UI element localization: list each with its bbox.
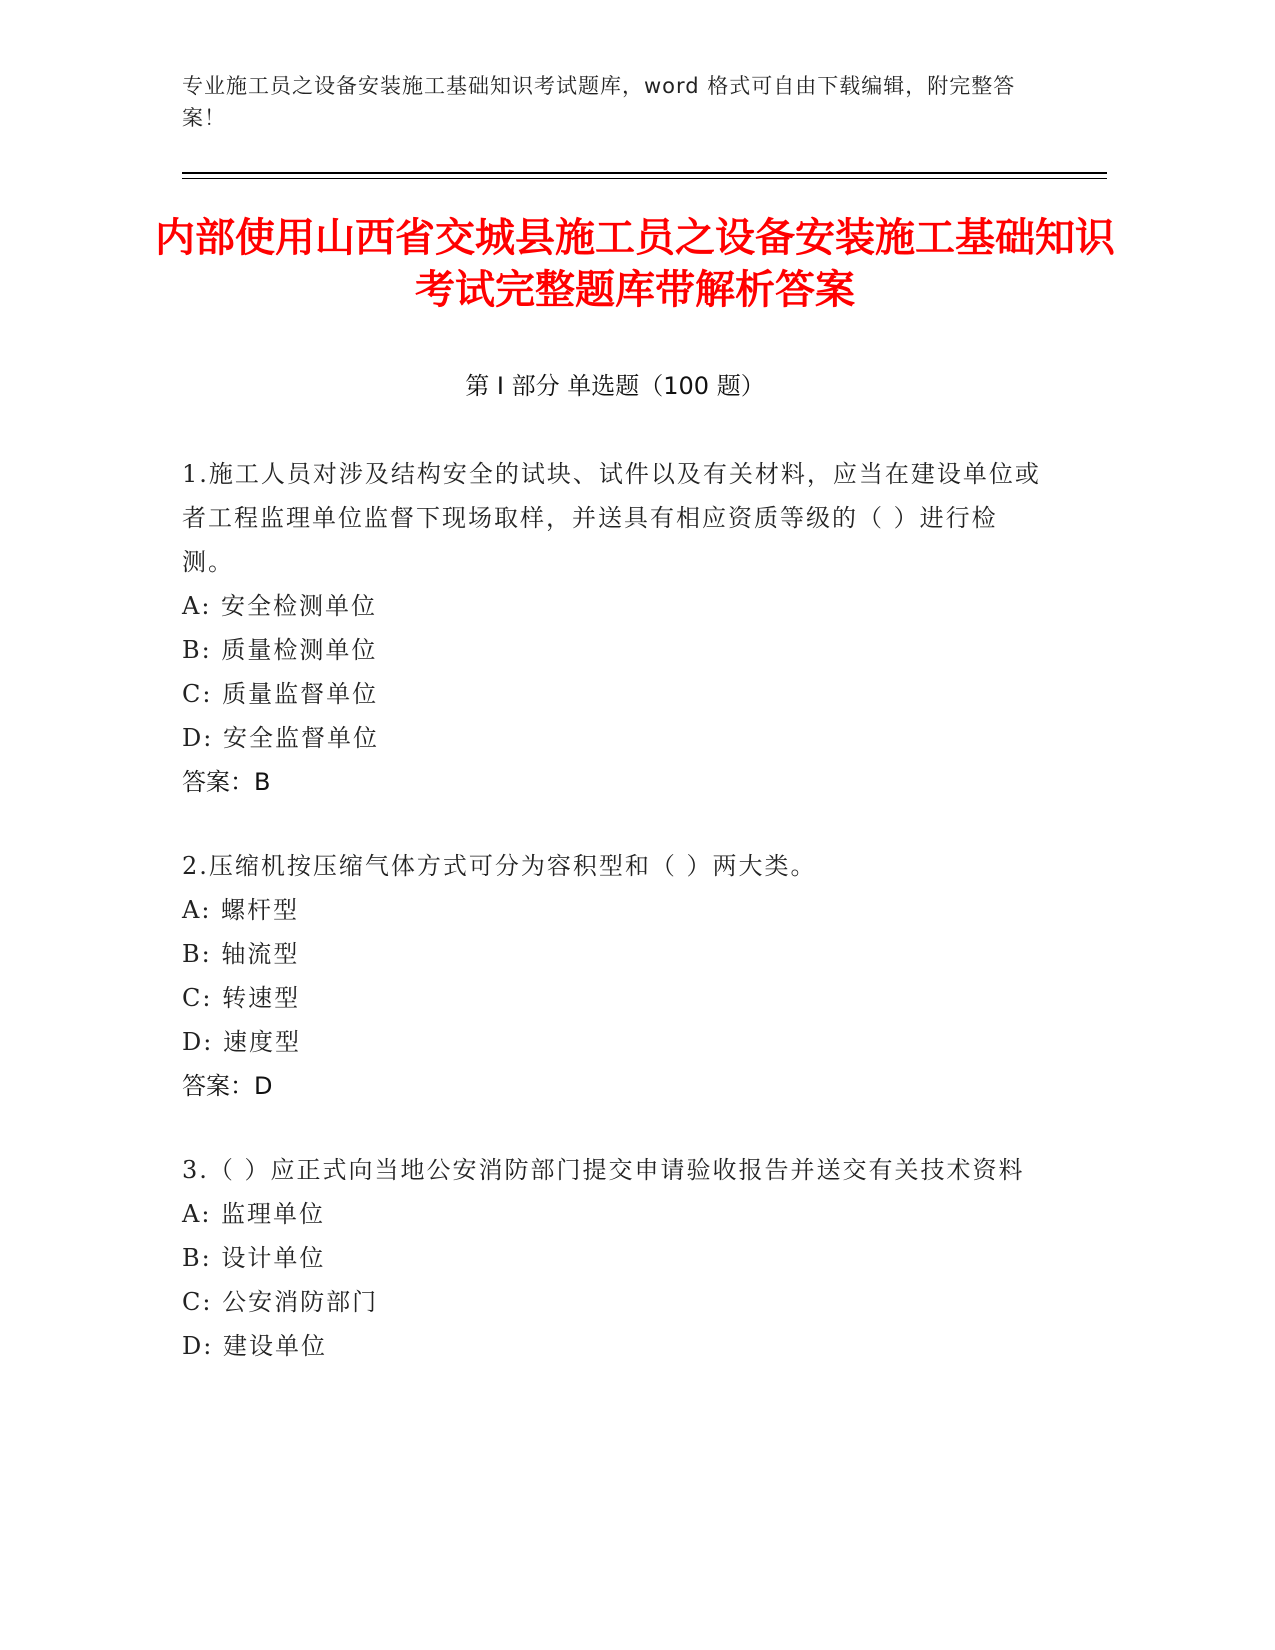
question-2 bbox=[182, 844, 1042, 1108]
question-3 bbox=[182, 1148, 1042, 1368]
question-stem: 2.压缩机按压缩气体方式可分为容积型和（ ）两大类。 bbox=[182, 852, 817, 880]
option-c: C: 转速型 bbox=[182, 984, 301, 1012]
option-d: D: 速度型 bbox=[182, 1028, 301, 1056]
option-d: D: 建设单位 bbox=[182, 1332, 327, 1360]
option-c: C: 质量监督单位 bbox=[182, 680, 379, 708]
answer-line: 答案：B bbox=[182, 768, 271, 796]
option-a: A: 螺杆型 bbox=[182, 896, 300, 924]
question-stem: 1.施工人员对涉及结构安全的试块、试件以及有关材料，应当在建设单位或者工程监理单位监督下现场取样，并送具有相应资质等级的（ ）进行检测。 bbox=[182, 460, 1041, 576]
answer-line: 答案：D bbox=[182, 1072, 273, 1100]
option-b: B: 轴流型 bbox=[182, 940, 300, 968]
header-note: 专业施工员之设备安装施工基础知识考试题库，word 格式可自由下载编辑，附完整答案！ bbox=[182, 74, 1016, 130]
option-a: A: 监理单位 bbox=[182, 1200, 326, 1228]
question-1 bbox=[182, 452, 1042, 804]
option-d: D: 安全监督单位 bbox=[182, 724, 379, 752]
document-title: 内部使用山西省交城县施工员之设备安装施工基础知识考试完整题库带解析答案 bbox=[155, 215, 1115, 313]
question-stem: 3.（ ）应正式向当地公安消防部门提交申请验收报告并送交有关技术资料 bbox=[182, 1156, 1025, 1184]
option-c: C: 公安消防部门 bbox=[182, 1288, 379, 1316]
question-list bbox=[182, 452, 1042, 1408]
section-title: 第 I 部分 单选题（100 题） bbox=[465, 372, 765, 400]
option-b: B: 质量检测单位 bbox=[182, 636, 378, 664]
option-a: A: 安全检测单位 bbox=[182, 592, 378, 620]
header-divider-thick bbox=[182, 172, 1107, 174]
option-b: B: 设计单位 bbox=[182, 1244, 326, 1272]
header-divider-thin bbox=[182, 178, 1107, 179]
